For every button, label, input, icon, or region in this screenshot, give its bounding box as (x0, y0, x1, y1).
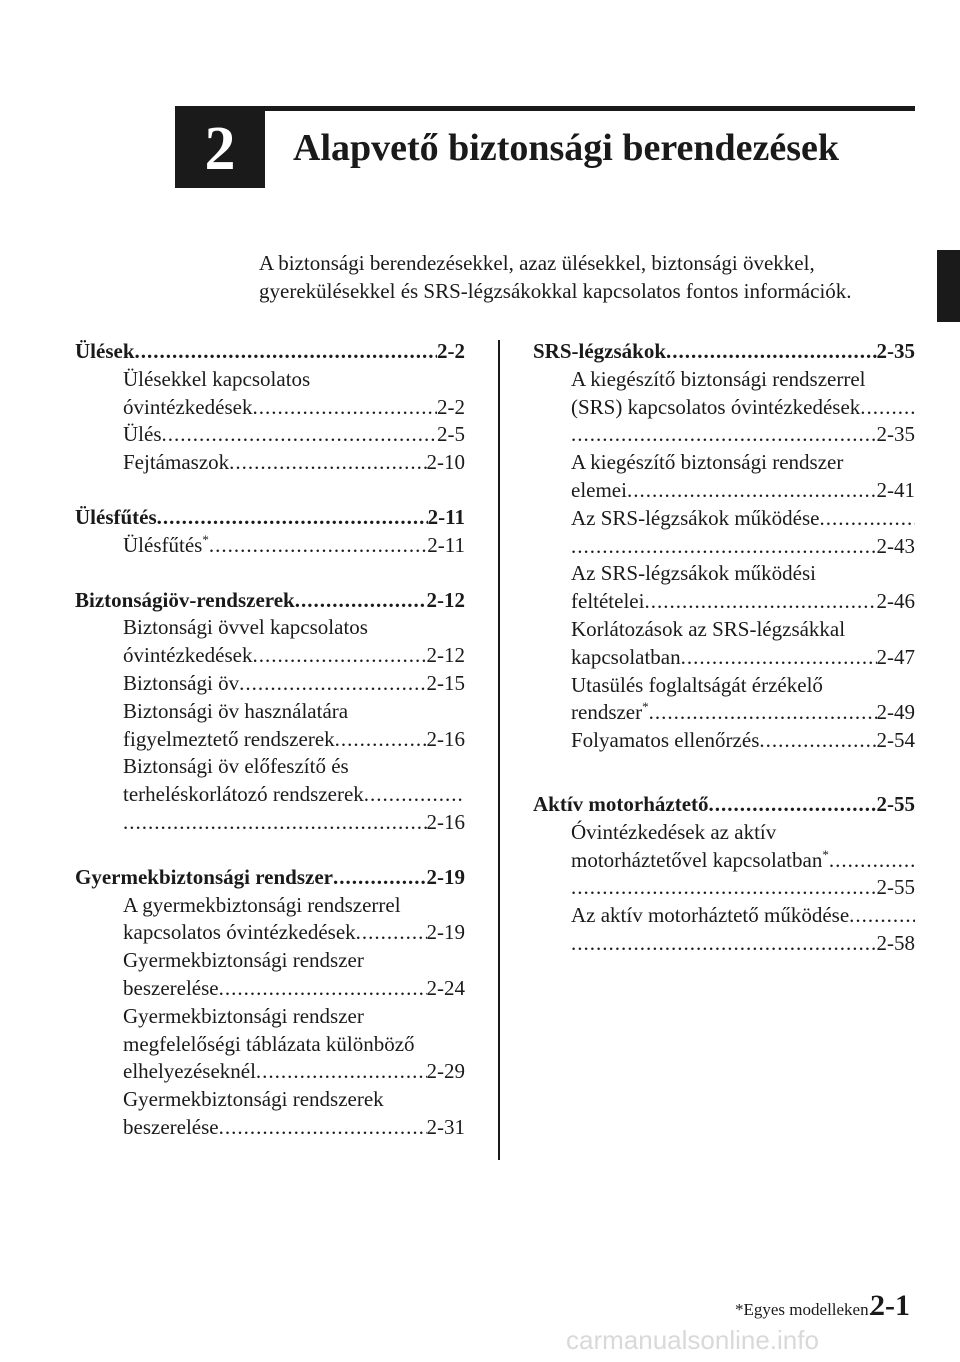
asterisk-marker: * (642, 699, 649, 715)
toc-entry[interactable]: Gyermekbiztonsági rendszerek beszerelése ..... 2-31 (75, 1086, 465, 1142)
toc-heading[interactable]: Biztonságiöv-rendszerek ..... 2-12 (75, 587, 465, 615)
toc-entry[interactable]: Folyamatos ellenőrzés ..... 2-54 (533, 727, 915, 755)
page-number: 2-1 (870, 1289, 910, 1322)
toc-section-gyermekbiztonsagi (75, 864, 465, 1142)
toc-heading[interactable]: Ülések ..... 2-2 (75, 338, 465, 366)
toc-entry[interactable]: Fejtámaszok ..... 2-10 (75, 449, 465, 477)
toc-heading[interactable]: Aktív motorháztető ..... 2-55 (533, 791, 915, 819)
toc-left-column (75, 338, 465, 1169)
asterisk-marker: * (202, 531, 209, 547)
toc-section-ulesek (75, 338, 465, 477)
footnote: *Egyes modelleken. (735, 1300, 873, 1319)
toc-entry[interactable]: Biztonsági öv ..... 2-15 (75, 670, 465, 698)
chapter-intro: A biztonsági berendezésekkel, azaz ülésekkel, biztonsági övekkel, gyerekülésekkel és SRS-légzsákokkal kapcsolatos fontos információk. (259, 251, 852, 303)
toc-entry[interactable]: Óvintézkedések az aktív motorháztetővel kapcsolatban* ..... ..... 2-55 (533, 819, 915, 902)
toc-entry[interactable]: Biztonsági öv használatára figyelmeztető rendszerek ..... 2-16 (75, 698, 465, 754)
toc-entry[interactable]: Ülés ..... 2-5 (75, 421, 465, 449)
asterisk-marker: * (822, 846, 829, 862)
toc-entry[interactable]: Korlátozások az SRS-légzsákkal kapcsolatban ..... 2-47 (533, 616, 915, 672)
toc-entry[interactable]: Ülésfűtés* ..... 2-11 (75, 532, 465, 560)
toc-section-biztonsagiov (75, 587, 465, 837)
toc-entry[interactable]: A kiegészítő biztonsági rendszerrel (SRS) kapcsolatos óvintézkedések ..... ..... 2-35 (533, 366, 915, 449)
chapter-thumb-tab (937, 250, 960, 322)
toc-entry[interactable]: Az aktív motorháztető működése ..... ..... 2-58 (533, 902, 915, 958)
toc-right-column (533, 338, 915, 985)
chapter-number-box (175, 110, 265, 188)
toc-entry[interactable]: Ülésekkel kapcsolatos óvintézkedések ..... 2-2 (75, 366, 465, 422)
toc-entry[interactable]: Az SRS-légzsákok működése ..... ..... 2-43 (533, 505, 915, 561)
toc-heading[interactable]: Ülésfűtés ..... 2-11 (75, 504, 465, 532)
toc-entry[interactable]: Gyermekbiztonsági rendszer megfelelőségi táblázata különböző elhelyezéseknél ..... 2-29 (75, 1003, 465, 1086)
toc-heading[interactable]: Gyermekbiztonsági rendszer ..... 2-19 (75, 864, 465, 892)
chapter-title: Alapvető biztonsági berendezések (293, 127, 840, 169)
toc-entry[interactable]: A kiegészítő biztonsági rendszer elemei ..... 2-41 (533, 449, 915, 505)
chapter-number: 2 (204, 115, 236, 183)
watermark: carmanualsonline.info (566, 1325, 819, 1355)
header-rule (175, 106, 915, 111)
toc-entry[interactable]: Utasülés foglaltságát érzékelő rendszer* ..... 2-49 (533, 672, 915, 728)
toc-entry[interactable]: Biztonsági övvel kapcsolatos óvintézkedések ..... 2-12 (75, 614, 465, 670)
toc-entry[interactable]: Az SRS-légzsákok működési feltételei ..... 2-46 (533, 560, 915, 616)
toc-entry[interactable]: Gyermekbiztonsági rendszer beszerelése ..... 2-24 (75, 947, 465, 1003)
toc-section-aktiv-motorhaztet (533, 791, 915, 958)
toc-entry[interactable]: Biztonsági öv előfeszítő és terheléskorlátozó rendszerek ..... ..... 2-16 (75, 753, 465, 836)
toc-entry[interactable]: A gyermekbiztonsági rendszerrel kapcsolatos óvintézkedések ..... 2-19 (75, 892, 465, 948)
column-divider (498, 340, 500, 1160)
toc-section-ulesfutes (75, 504, 465, 560)
toc-section-srs-legzsakok (533, 338, 915, 755)
toc-heading[interactable]: SRS-légzsákok ..... 2-35 (533, 338, 915, 366)
